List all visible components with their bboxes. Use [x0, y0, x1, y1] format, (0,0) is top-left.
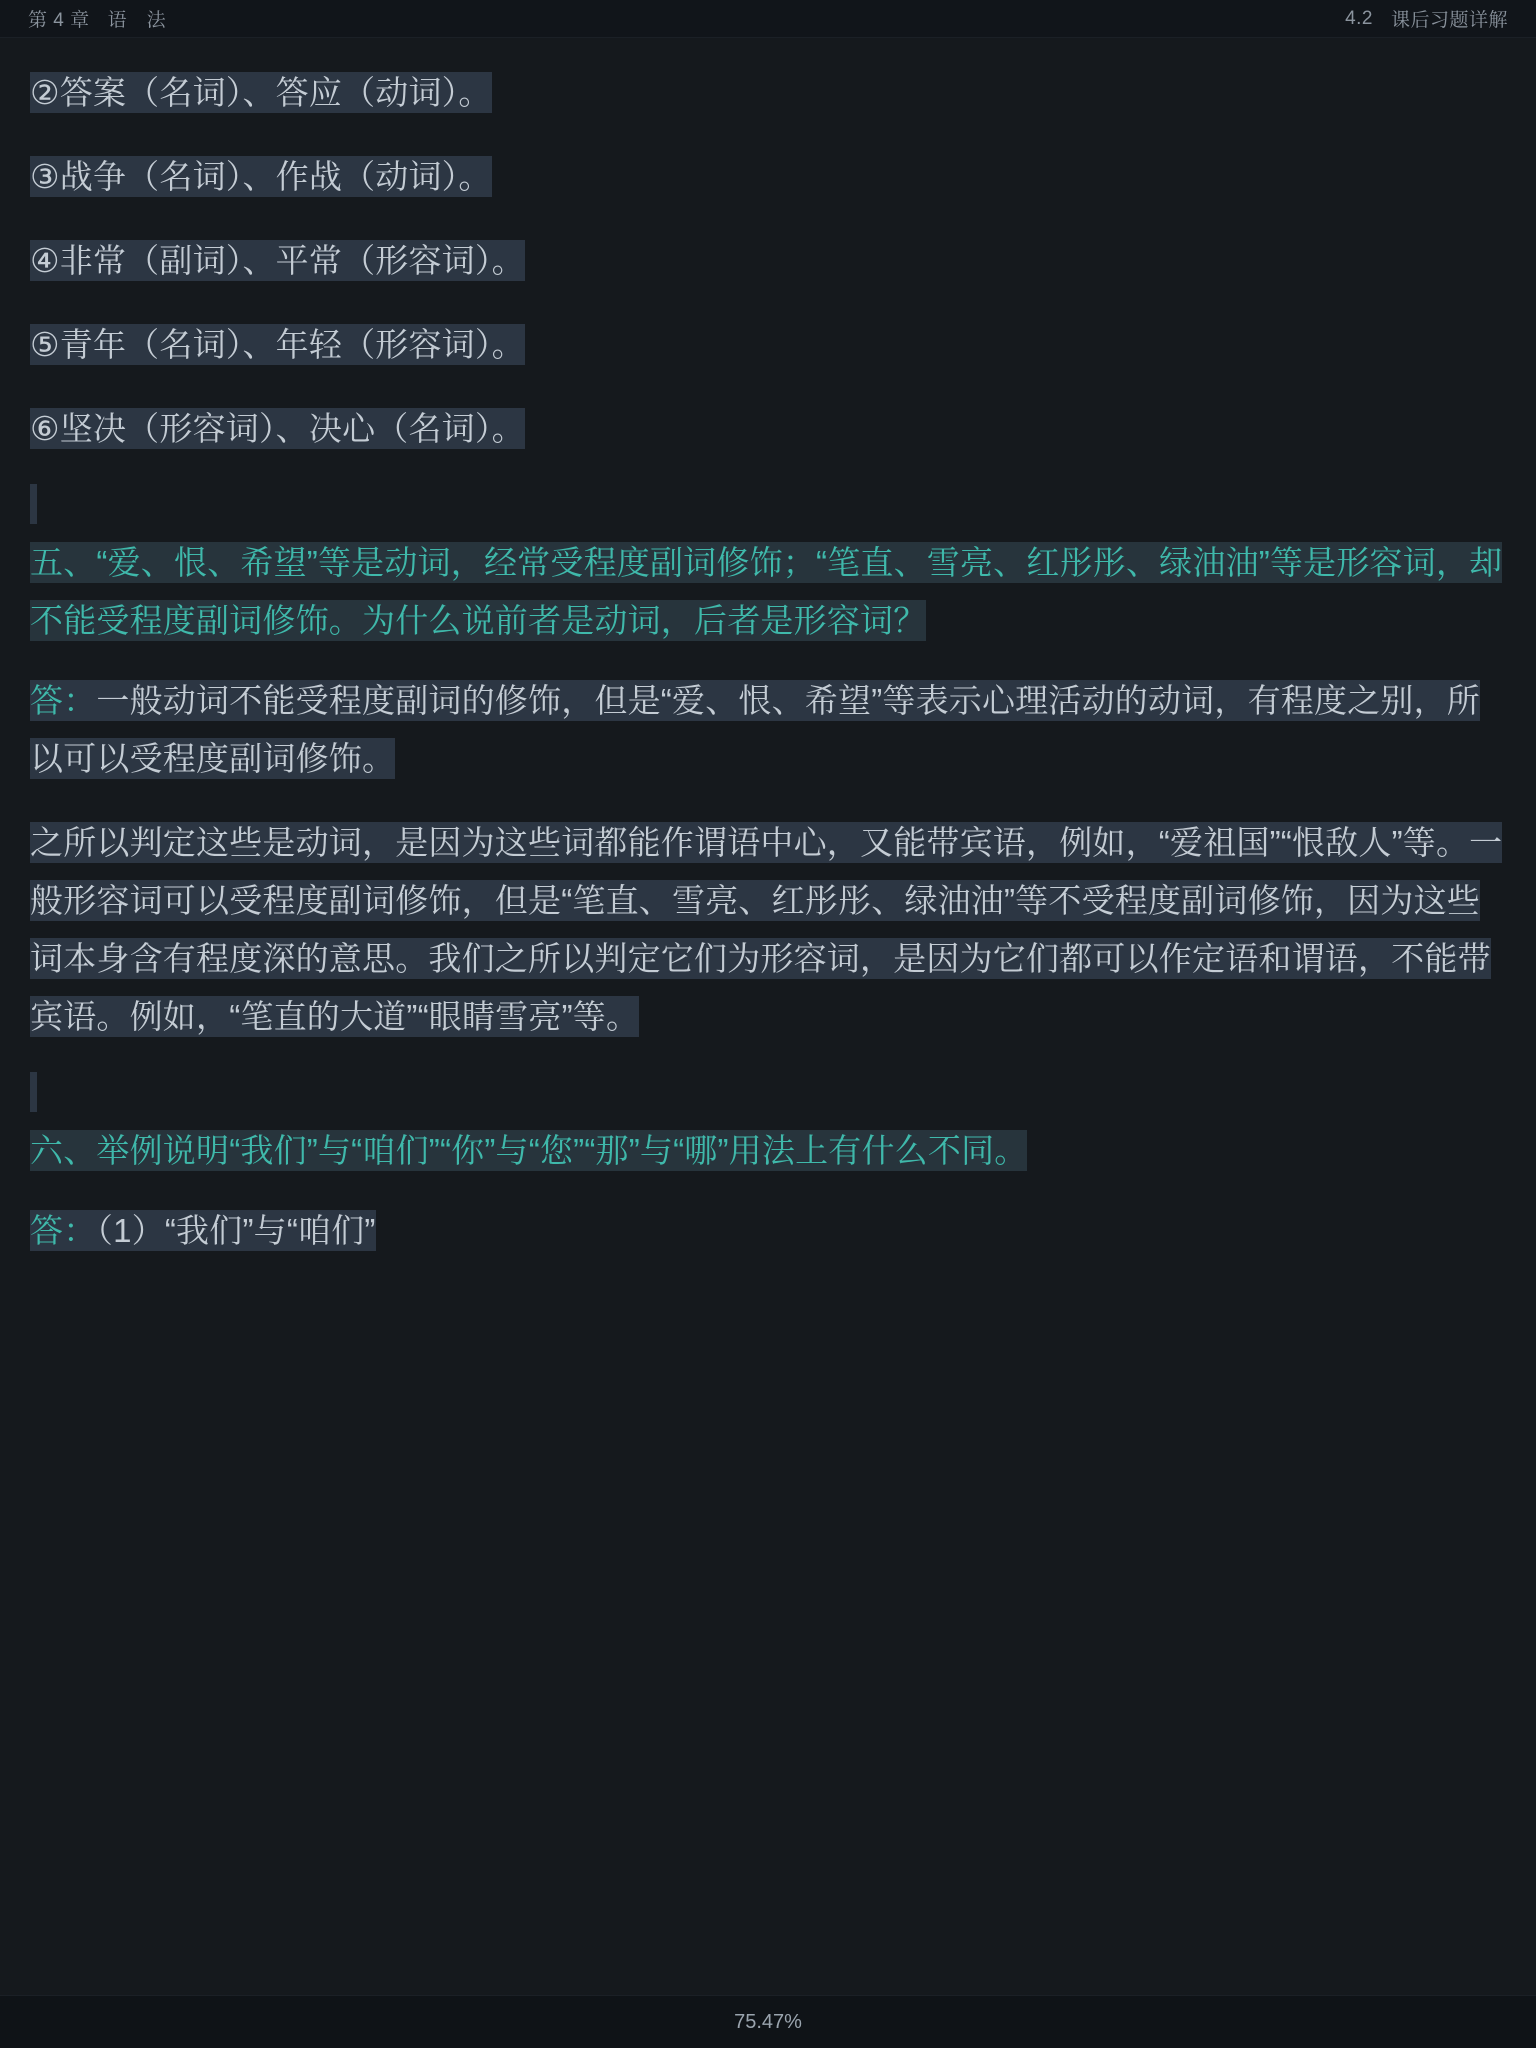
answer-six-text: （1）“我们”与“咱们”	[96, 1212, 376, 1249]
list-item-text: ④非常（副词）、平常（形容词）。	[30, 242, 525, 279]
highlight-bar	[30, 484, 37, 524]
answer-six-paragraph	[30, 1202, 1506, 1260]
answer-five-text-2: 之所以判定这些是动词，是因为这些词都能作谓语中心，又能带宾语，例如，“爱祖国”“恨敌人”等。一般形容词可以受程度副词修饰，但是“笔直、雪亮、红彤彤、绿油油”等不受程度副词修饰，因为这些词本身含有程度深的意思。我们之所以判定它们为形容词，是因为它们都可以作定语和谓语，不能带宾语。例如，“笔直的大道”“眼睛雪亮”等。	[30, 824, 1503, 1035]
question-five	[30, 534, 1506, 650]
question-six	[30, 1122, 1506, 1180]
answer-five-paragraph-2	[30, 814, 1506, 1046]
page-footer	[0, 1995, 1536, 2048]
list-item	[30, 64, 1506, 122]
header-chapter-number: 第 4 章	[28, 10, 90, 31]
reading-progress: 75.47%	[734, 2010, 802, 2033]
header-right	[1345, 5, 1508, 32]
answer-five-text-1: 一般动词不能受程度副词的修饰，但是“爱、恨、希望”等表示心理活动的动词，有程度之别，所以可以受程度副词修饰。	[30, 682, 1480, 777]
header-left	[28, 5, 166, 32]
page-content	[0, 38, 1536, 1995]
list-item	[30, 400, 1506, 458]
answer-label: 答：	[30, 682, 97, 719]
list-item	[30, 148, 1506, 206]
header-chapter-title: 语 法	[107, 10, 167, 31]
question-five-text: 五、“爱、恨、希望”等是动词，经常受程度副词修饰；“笔直、雪亮、红彤彤、绿油油”等是形容词，却不能受程度副词修饰。为什么说前者是动词，后者是形容词？	[30, 544, 1503, 639]
list-item-text: ③战争（名词）、作战（动词）。	[30, 158, 492, 195]
question-six-text: 六、举例说明“我们”与“咱们”“你”与“您”“那”与“哪”用法上有什么不同。	[30, 1132, 1028, 1169]
list-item-text: ②答案（名词）、答应（动词）。	[30, 74, 492, 111]
highlight-bar	[30, 1072, 37, 1112]
header-section-title: 课后习题详解	[1390, 10, 1508, 31]
blank-highlight-line	[30, 1072, 1506, 1118]
page-header	[0, 0, 1536, 38]
answer-five-paragraph-1	[30, 672, 1506, 788]
answer-label: 答：	[30, 1212, 97, 1249]
header-section-number: 4.2	[1345, 7, 1373, 29]
list-item	[30, 316, 1506, 374]
blank-highlight-line	[30, 484, 1506, 530]
list-item-text: ⑥坚决（形容词）、决心（名词）。	[30, 410, 525, 447]
list-item	[30, 232, 1506, 290]
list-item-text: ⑤青年（名词）、年轻（形容词）。	[30, 326, 525, 363]
